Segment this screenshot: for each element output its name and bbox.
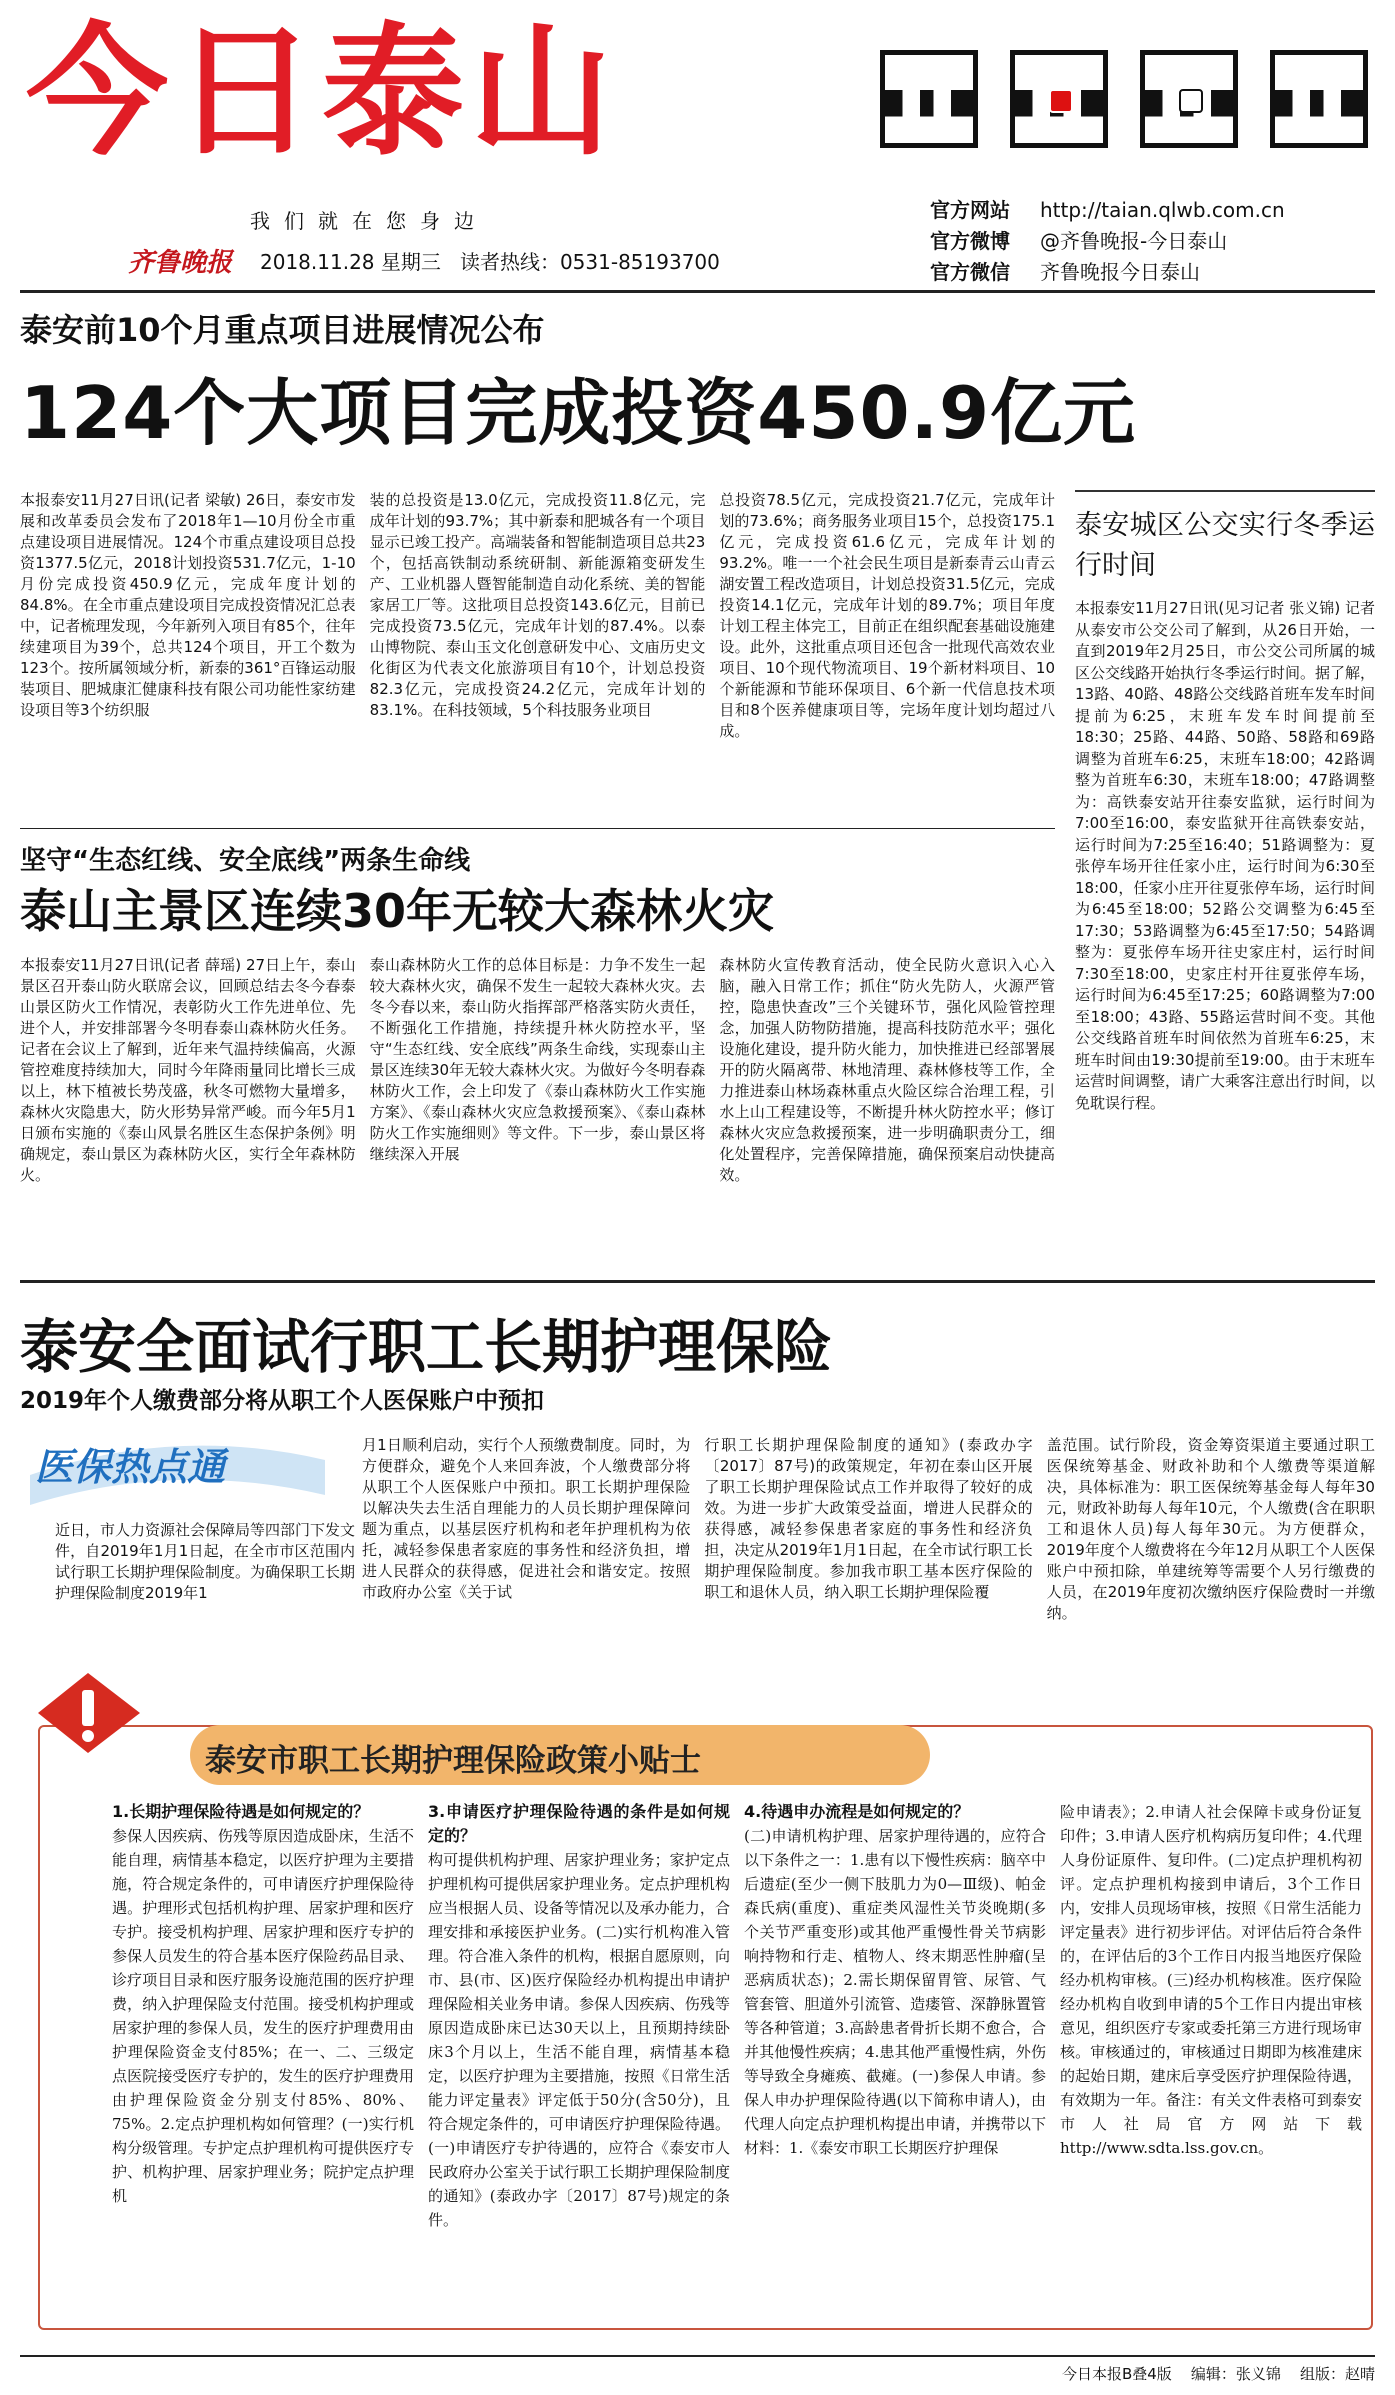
tips-title: 泰安市职工长期护理保险政策小贴士 — [205, 1743, 701, 1779]
app-logo-icon — [1049, 89, 1073, 113]
link-wechat[interactable]: 官方微信 齐鲁晚报今日泰山 — [930, 260, 1200, 284]
qr-code-icon[interactable] — [1010, 50, 1108, 148]
masthead-slogan: 我们就在您身边 — [250, 209, 488, 233]
article1-col: 本报泰安11月27日讯(记者 梁敏) 26日，泰安市发展和改革委员会发布了2018年1—10月份全市重点建设项目进展情况。124个市重点建设项目总投资1377.5亿元，2018计划投资531.7亿元，1-10月份完成投资450.9亿元，完成年度计划的84.8%。在全市重点建设项目完成投资情况汇总表中，记者梳理发现，今年新列入项目有85个，往年续建项目为39个，总共124个项目，开工个数为123个。按所属领域分析，新泰的361°百锋运动服装项目、肥城康汇健康科技有限公司功能性家纺建设项目等3个纺织服 — [20, 491, 356, 719]
tips-col: 4.待遇申办流程是如何规定的？ (二)申请机构护理、居家护理待遇的，应符合以下条件之一：1.患有以下慢性疾病：脑卒中后遗症(至少一侧下肢肌力为0—Ⅲ级)、帕金森氏病(重度)、重症类风湿性关节炎晚期(多个关节严重变形)或其他严重慢性骨关节病影响持物和行走、植物人、终末期恶性肿瘤(呈恶病质状态)；2.需长期保留胃管、尿管、气管套管、胆道外引流管、造瘘管、深静脉置管等各种管道；3.高龄患者骨折长期不愈合，合并其他慢性疾病；4.患其他严重慢性病，外伤等导致全身瘫痪、截瘫。(一)参保人申请。参保人申办护理保险待遇(以下简称申请人)，由代理人向定点护理机构提出申请，并携带以下材料：1.《泰安市职工长期医疗护理保 — [744, 1802, 1046, 2157]
page-footer — [20, 2355, 1375, 2384]
dateline — [260, 246, 720, 275]
article1-kicker: 泰安前10个月重点项目进展情况公布 — [20, 311, 545, 349]
editor-credit: 编辑：张义锦 — [1190, 2365, 1281, 2383]
page-number: 今日本报B叠4版 — [1061, 2365, 1172, 2383]
divider — [20, 1280, 1375, 1283]
sidebar-article — [1075, 490, 1375, 1114]
tips-col: 1.长期护理保险待遇是如何规定的？ 参保人因疾病、伤残等原因造成卧床，生活不能自理，病情基本稳定，以医疗护理为主要措施，符合规定条件的，可申请医疗护理保险待遇。护理形式包括机构护理、居家护理和医疗专护。接受机构护理、居家护理和医疗专护的参保人员发生的符合基本医疗保险药品目录、诊疗项目目录和医疗服务设施范围的医疗护理费，纳入护理保险支付范围。接受机构护理或居家护理的参保人员，发生的医疗护理费用由护理保险资金支付85%；在一、二、三级定点医院接受医疗专护的，发生的医疗护理费用由护理保险资金分别支付85%、80%、75%。2.定点护理机构如何管理？(一)实行机构分级管理。专护定点护理机构可提供医疗专护、机构护理、居家护理业务；院护定点护理机 — [112, 1802, 414, 2205]
designer-credit: 组版：赵晴 — [1299, 2365, 1375, 2383]
divider — [20, 290, 1375, 293]
divider — [20, 828, 1055, 829]
sidebar-body: 本报泰安11月27日讯(见习记者 张义锦) 记者从泰安市公交公司了解到，从26日开始，一直到2019年2月25日，市公交公司所属的城区公交线路开始执行冬季运行时间。据了解，13路、40路、48路公交线路首班车发车时间提前为6:25，末班车发车时间提前至18:30；25路、44路、50路、58路和69路调整为首班车6:25，末班车18:00；42路调整为首班车6:30，末班车18:00；47路调整为：高铁泰安站开往泰安监狱，运行时间为7:00至16:00，泰安监狱开往高铁泰安站，运行时间为7:25至16:40；51路调整为：夏张停车场开往任家小庄，运行时间为6:30至18:00，任家小庄开往夏张停车场，运行时间为6:45至18:00；52路公交调整为6:45至17:30；53路调整为6:45至17:50；54路调整为：夏张停车场开往史家庄村，运行时间7:30至18:00，史家庄村开往夏张停车场，运行时间为6:45至17:25；60路调整为7:00至18:00；43路、55路运营时间不变。其他公交线路首班车时间依然为首班车6:25，末班车时间由19:30提前至19:00。由于末班车运营时间调整，请广大乘客注意出行时间，以免耽误行程。 — [1075, 599, 1376, 1112]
article2-kicker: 坚守“生态红线、安全底线”两条生命线 — [20, 846, 471, 876]
qr-code-icon[interactable] — [880, 50, 978, 148]
qr-code-icon[interactable] — [1140, 50, 1238, 148]
column-logo-text: 医保热点通 — [35, 1445, 226, 1489]
article3-headline: 泰安全面试行职工长期护理保险 — [20, 1313, 833, 1381]
article2-body — [20, 955, 1055, 1255]
qr-code-icon[interactable] — [1270, 50, 1368, 148]
reader-hotline: 读者热线：0531-85193700 — [459, 250, 720, 274]
issue-date: 2018.11.28 星期三 — [260, 250, 441, 274]
tips-col: 3.申请医疗护理保险待遇的条件是如何规定的？ 构可提供机构护理、居家护理业务；家护定点护理机构可提供居家护理业务。定点护理机构应当根据人员、设备等情况以及承办能力，合理安排和承接医护业务。(二)实行机构准入管理。符合准入条件的机构，根据自愿原则，向市、县(市、区)医疗保险经办机构提出申请护理保险相关业务申请。参保人因疾病、伤残等原因造成卧床已达30天以上，且预期持续卧床3个月以上，生活不能自理，病情基本稳定，以医疗护理为主要措施，按照《日常生活能力评定量表》评定低于50分(含50分)，且符合规定条件的，可申请医疗护理保险待遇。(一)申请医疗专护待遇的，应符合《泰安市人民政府办公室关于试行职工长期护理保险制度的通知》(泰政办字〔2017〕87号)规定的条件。 — [428, 1802, 730, 2229]
article2-col: 本报泰安11月27日讯(记者 薛瑶) 27日上午，泰山景区召开泰山防火联席会议，回顾总结去冬今春泰山景区防火工作情况，表彰防火工作先进单位、先进个人，并安排部署今冬明春泰山森林防火任务。记者在会议上了解到，近年来气温持续偏高，火源管控难度持续加大，同时今年降雨量同比增长三成以上，林下植被长势茂盛，秋冬可燃物大量增多，森林火灾隐患大，防火形势异常严峻。而今年5月1日颁布实施的《泰山风景名胜区生态保护条例》明确规定，泰山景区为森林防火区，实行全年森林防火。 — [20, 956, 356, 1184]
article1-col: 总投资78.5亿元，完成投资21.7亿元，完成年计划的73.6%；商务服务业项目15个，总投资175.1亿元，完成投资61.6亿元，完成年计划的93.2%。唯一一个社会民生项目是新泰青云山青云湖安置工程改造项目，计划总投资31.5亿元，完成投资14.1亿元，完成年计划的89.7%；项目年度计划工程主体完工，目前正在组织配套基础设施建设。此外，这批重点项目还包含一批现代高效农业项目、10个现代物流项目、19个新材料项目、10个新能源和节能环保项目、6个新一代信息技术项目和8个医养健康项目等，完场年度计划均超过八成。 — [719, 491, 1055, 740]
sidebar-headline: 泰安城区公交实行冬季运行时间 — [1075, 490, 1375, 586]
article2-col: 森林防火宣传教育活动，使全民防火意识入心入脑，融入日常工作；抓住“防火先防人，火源严管控，隐患快查改”三个关键环节，强化风险管控理念，加强人防物防措施，提高科技防范水平；强化设施化建设，提升防火能力，加快推进已经部署展开的防火隔离带、林地清理、森林修枝等工作，全力推进泰山林场森林重点火险区综合治理工程，引水上山工程建设等，不断提升林火防控水平；修订森林火灾应急救援预案，进一步明确职责分工，细化处置程序，完善保障措施，确保预案启动快捷高效。 — [719, 956, 1055, 1184]
tips-body — [112, 1800, 1362, 2320]
exclamation-icon — [28, 1668, 148, 1758]
link-weibo[interactable]: 官方微博 @齐鲁晚报-今日泰山 — [930, 229, 1228, 253]
article2-col: 泰山森林防火工作的总体目标是：力争不发生一起较大森林火灾，确保不发生一起较大森林火灾。去冬今春以来，泰山防火指挥部严格落实防火责任，不断强化工作措施，持续提升林火防控水平，坚守“生态红线、安全底线”两条生命线，实现泰山主景区连续30年无较大森林火灾。为做好今冬明春森林防火工作，会上印发了《泰山森林防火工作实施方案》、《泰山森林火灾应急救援预案》、《泰山森林防火工作实施细则》等文件。下一步，泰山景区将继续深入开展 — [369, 956, 706, 1163]
article1-col: 装的总投资是13.0亿元，完成投资11.8亿元，完成年计划的93.7%；其中新泰和肥城各有一个项目显示已竣工投产。高端装备和智能制造项目总共23个，包括高铁制动系统研制、新能源箱变研发生产、工业机器人暨智能制造自动化系统、美的智能家居工厂等。这批项目总投资143.6亿元，目前已完成投资73.5亿元，完成年计划的87.4%。以泰山博物院、泰山玉文化创意研发中心、文庙历史文化街区为代表文化旅游项目有10个，计划总投资82.3亿元，完成投资24.2亿元，完成年计划的83.1%。在科技领域，5个科技服务业项目 — [369, 491, 706, 719]
link-website[interactable]: 官方网站 http://taian.qlwb.com.cn — [930, 198, 1285, 222]
column-logo — [25, 1420, 335, 1510]
article1-body — [20, 490, 1055, 812]
masthead-title: 今日泰山 — [26, 10, 618, 175]
article2-headline: 泰山主景区连续30年无较大森林火灾 — [20, 884, 775, 938]
brand-logo: 齐鲁晚报 — [128, 248, 233, 278]
tips-col: 险申请表》；2.申请人社会保障卡或身份证复印件；3.申请人医疗机构病历复印件；4.代理人身份证原件、复印件。(二)定点护理机构初评。定点护理机构接到申请后，3个工作日内，安排人员现场审核，按照《日常生活能力评定量表》进行初步评估。对评估后符合条件的，在评估后的3个工作日内报当地医疗保险经办机构审核。(三)经办机构核准。医疗保险经办机构自收到申请的5个工作日内提出审核意见，组织医疗专家或委托第三方进行现场审核。审核通过的，审核通过日期即为核准建床的起始日期，建床后享受医疗护理保险待遇，有效期为一年。备注：有关文件表格可到泰安市人社局官方网站下载http://www.sdta.lss.gov.cn。 — [1060, 1803, 1362, 2157]
article3-col: 行职工长期护理保险制度的通知》(泰政办字〔2017〕87号)的政策规定，年初在泰山区开展了职工长期护理保险试点工作并取得了较好的成效。为进一步扩大政策受益面，增进人民群众的获得感，减轻参保患者家庭的事务性和经济负担，决定从2019年1月1日起，在全市试行职工长期护理保险制度。参加我市职工基本医疗保险的职工和退休人员，纳入职工长期护理保险覆 — [704, 1436, 1033, 1601]
app-logo-icon — [1179, 89, 1203, 113]
official-links — [930, 195, 1285, 288]
article3-body — [362, 1435, 1375, 1635]
article3-intro: 近日，市人力资源社会保障局等四部门下发文件，自2019年1月1日起，在全市市区范围内试行职工长期护理保险制度。为确保职工长期护理保险制度2019年1 — [55, 1521, 356, 1602]
article1-headline: 124个大项目完成投资450.9亿元 — [20, 371, 1137, 455]
article3-subhead: 2019年个人缴费部分将从职工个人医保账户中预扣 — [20, 1388, 545, 1414]
article3-col: 盖范围。试行阶段，资金筹资渠道主要通过职工医保统筹基金、财政补助和个人缴费等渠道解决，具体标准为：职工医保统筹基金每人每年30元，财政补助每人每年10元，个人缴费(含在职职工和退休人员)每人每年30元。为方便群众，2019年度个人缴费将在今年12月从职工个人医保账户中预扣除，单建统筹等需要个人另行缴费的人员，在2019年度初次缴纳医疗保险费时一并缴纳。 — [1046, 1436, 1375, 1622]
article3-col: 月1日顺利启动，实行个人预缴费制度。同时，为方便群众，避免个人来回奔波，个人缴费部分将从职工个人医保账户中预扣。职工长期护理保险以解决失去生活自理能力的人员长期护理保障问题为重点，以基层医疗机构和老年护理机构为依托，减轻参保患者家庭的事务性和经济负担，增进人民群众的获得感，促进社会和谐安定。按照市政府办公室《关于试 — [362, 1436, 691, 1601]
